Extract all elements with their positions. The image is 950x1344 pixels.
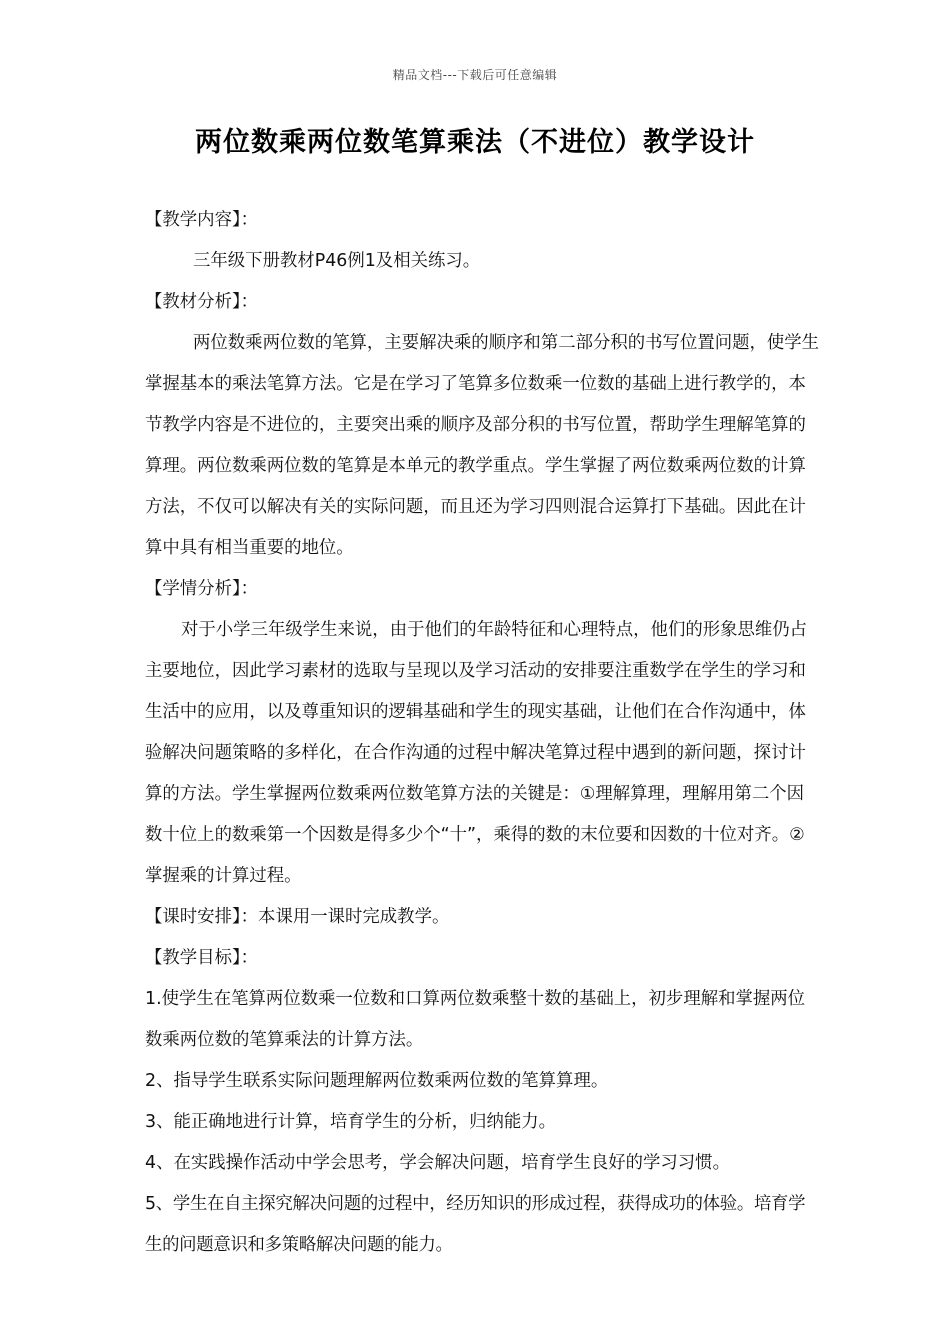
schedule-text: 本课用一课时完成教学。	[258, 907, 450, 927]
section-heading-objectives: 【教学目标】：	[145, 948, 259, 968]
objective-item-1: 1.使学生在笔算两位数乘一位数和口算两位数乘整十数的基础上，初步理解和掌握两位数乘两位数的笔算乘法的计算方法。	[145, 989, 806, 1050]
header-note: 精品文档---下载后可任意编辑	[392, 68, 558, 82]
document-title: 两位数乘两位数笔算乘法（不进位）教学设计	[195, 127, 755, 158]
section-heading-student-analysis: 【学情分析】：	[145, 579, 259, 599]
objective-item-4: 4、在实践操作活动中学会思考，学会解决问题，培育学生良好的学习习惯。	[145, 1153, 730, 1173]
section-heading-teaching-content: 【教学内容】：	[145, 210, 259, 230]
schedule-line	[145, 897, 820, 938]
document-body	[145, 200, 820, 1266]
section-heading-schedule: 【课时安排】：	[145, 907, 259, 927]
objective-item-5: 5、学生在自主探究解决问题的过程中，经历知识的形成过程，获得成功的体验。培育学生的问题意识和多策略解决问题的能力。	[145, 1194, 806, 1255]
material-analysis-text: 两位数乘两位数的笔算，主要解决乘的顺序和第二部分积的书写位置问题，使学生掌握基本的乘法笔算方法。它是在学习了笔算多位数乘一位数的基础上进行教学的，本节教学内容是不进位的，主要突出乘的顺序及部分积的书写位置，帮助学生理解笔算的算理。两位数乘两位数的笔算是本单元的教学重点。学生掌握了两位数乘两位数的计算方法，不仅可以解决有关的实际问题，而且还为学习四则混合运算打下基础。因此在计算中具有相当重要的地位。	[145, 333, 820, 558]
teaching-content-text: 三年级下册教材P46例1及相关练习。	[193, 251, 481, 271]
objective-item-2: 2、指导学生联系实际问题理解两位数乘两位数的笔算算理。	[145, 1071, 609, 1091]
student-analysis-text: 对于小学三年级学生来说，由于他们的年龄特征和心理特点，他们的形象思维仍占主要地位，因此学习素材的选取与呈现以及学习活动的安排要注重数学在学生的学习和生活中的应用，以及尊重知识的逻辑基础和学生的现实基础，让他们在合作沟通中，体验解决问题策略的多样化，在合作沟通的过程中解决笔算过程中遇到的新问题，探讨计算的方法。学生掌握两位数乘两位数笔算方法的关键是：①理解算理，理解用第二个因数十位上的数乘第一个因数是得多少个“十”，乘得的数的末位要和因数的十位对齐。②掌握乘的计算过程。	[145, 620, 808, 886]
section-heading-material-analysis: 【教材分析】：	[145, 292, 259, 312]
objective-item-3: 3、能正确地进行计算，培育学生的分析，归纳能力。	[145, 1112, 557, 1132]
